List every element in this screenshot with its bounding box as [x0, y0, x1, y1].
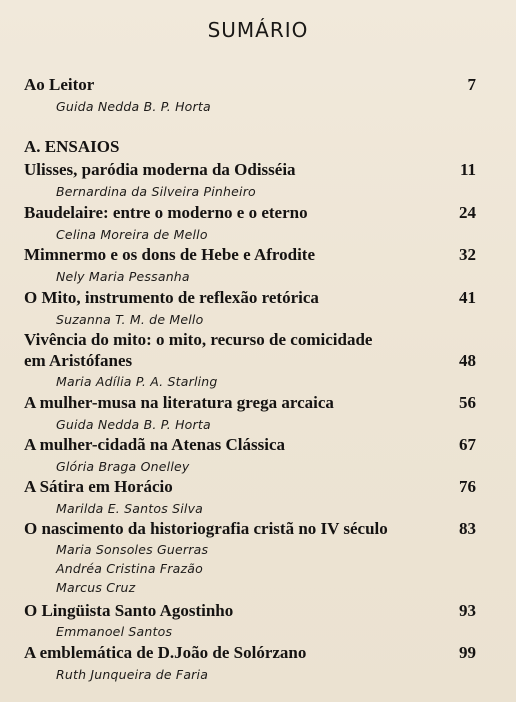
entry-page-number: 83 [459, 519, 476, 538]
entry-title: Ulisses, paródia moderna da Odisséia [24, 160, 296, 179]
entry-author: Ruth Junqueira de Faria [56, 667, 209, 682]
entry-page-number: 11 [459, 160, 476, 179]
entry-author: Guida Nedda B. P. Horta [56, 417, 211, 432]
entry-page-number: 24 [459, 203, 476, 222]
entry-title: Mimnermo e os dons de Hebe e Afrodite [24, 245, 316, 264]
entry-title: A emblemática de D.João de Solórzano [24, 643, 307, 662]
entry-author: Nely Maria Pessanha [56, 269, 190, 284]
entry-author: Maria Adília P. A. Starling [56, 374, 218, 389]
entry-title: Vivência do mito: o mito, recurso de comicidade [24, 330, 373, 349]
entry-author: Bernardina da Silveira Pinheiro [56, 184, 256, 199]
entry-page-number: 76 [459, 477, 476, 496]
entry-title-continued: em Aristófanes [24, 351, 133, 370]
entry-page-number: 56 [459, 393, 476, 412]
entry-title: O Lingüista Santo Agostinho [24, 601, 234, 620]
entry-page-number: 48 [459, 351, 476, 370]
entry-author: Marcus Cruz [56, 580, 136, 595]
page-title: SUMÁRIO [207, 18, 309, 42]
entry-title: O Mito, instrumento de reflexão retórica [24, 288, 319, 307]
entry-title: A Sátira em Horácio [24, 477, 173, 496]
entry-page-number: 67 [459, 435, 476, 454]
entry-page-number: 7 [467, 75, 476, 94]
entry-page-number: 99 [459, 643, 476, 662]
entry-author: Celina Moreira de Mello [56, 227, 208, 242]
entry-author: Maria Sonsoles Guerras [56, 542, 209, 557]
entry-page-number: 32 [459, 245, 476, 264]
entry-author: Andréa Cristina Frazão [56, 561, 203, 576]
entry-title: A mulher-cidadã na Atenas Clássica [24, 435, 286, 454]
entry-author: Glória Braga Onelley [56, 459, 190, 474]
entry-title: Ao Leitor [24, 75, 95, 94]
entry-author: Emmanoel Santos [56, 624, 173, 639]
entry-title: A mulher-musa na literatura grega arcaica [24, 393, 334, 412]
entry-title: Baudelaire: entre o moderno e o eterno [24, 203, 308, 222]
entry-title: O nascimento da historiografia cristã no IV século [24, 519, 388, 538]
entry-page-number: 41 [459, 288, 476, 307]
entry-page-number: 93 [459, 601, 476, 620]
entry-author: Guida Nedda B. P. Horta [56, 99, 211, 114]
entry-author: Marilda E. Santos Silva [56, 501, 204, 516]
section-heading: A. ENSAIOS [24, 137, 120, 156]
entry-author: Suzanna T. M. de Mello [56, 312, 204, 327]
